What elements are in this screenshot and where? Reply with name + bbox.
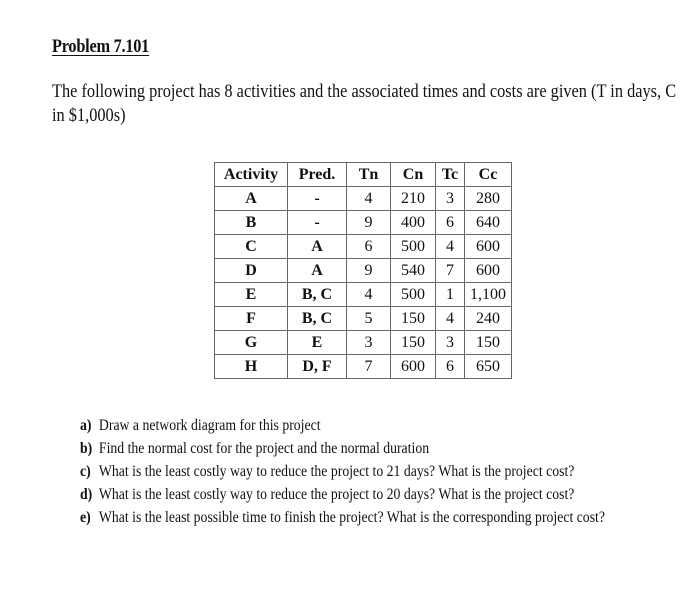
header-normal-time: Tn [347, 163, 391, 187]
question-text: What is the least possible time to finish the project? What is the corresponding project cost? [98, 509, 605, 526]
table-row [215, 235, 512, 259]
cell-cc: 600 [465, 235, 512, 259]
cell-pred: - [288, 211, 347, 235]
cell-cn: 210 [391, 187, 436, 211]
question-label: e) [80, 509, 91, 526]
cell-cn: 500 [391, 235, 436, 259]
intro-line-1: The following project has 8 activities and the associated times and costs are given (T in days, C [52, 81, 677, 102]
cell-tn: 7 [347, 355, 391, 379]
cell-cn: 150 [391, 331, 436, 355]
cell-tn: 6 [347, 235, 391, 259]
cell-tn: 4 [347, 283, 391, 307]
table-row [215, 211, 512, 235]
cell-pred: B, C [288, 283, 347, 307]
question-text: Find the normal cost for the project and the normal duration [98, 440, 430, 457]
table-row [215, 307, 512, 331]
cell-cc: 240 [465, 307, 512, 331]
cell-pred: A [288, 259, 347, 283]
question-list [80, 414, 624, 529]
table-row [215, 283, 512, 307]
cell-pred: D, F [288, 355, 347, 379]
cell-cc: 600 [465, 259, 512, 283]
cell-tn: 9 [347, 259, 391, 283]
cell-pred: E [288, 331, 347, 355]
header-activity: Activity [215, 163, 288, 187]
table-row [215, 355, 512, 379]
cell-cn: 150 [391, 307, 436, 331]
question-label: b) [80, 440, 93, 457]
table-row [215, 331, 512, 355]
question-label: d) [80, 486, 93, 503]
question-label: c) [80, 463, 91, 480]
activity-table [214, 162, 512, 379]
table-header-row [215, 163, 512, 187]
problem-title: Problem 7.101 [52, 36, 150, 57]
cell-activity: A [215, 187, 288, 211]
cell-cn: 540 [391, 259, 436, 283]
cell-activity: H [215, 355, 288, 379]
cell-tc: 6 [436, 211, 465, 235]
cell-cc: 280 [465, 187, 512, 211]
cell-cn: 500 [391, 283, 436, 307]
question-text: Draw a network diagram for this project [98, 417, 321, 434]
question-text: What is the least costly way to reduce the project to 21 days? What is the project cost? [98, 463, 575, 480]
question-label: a) [80, 417, 92, 434]
header-crash-time: Tc [436, 163, 465, 187]
cell-activity: E [215, 283, 288, 307]
cell-tc: 3 [436, 187, 465, 211]
table-row [215, 259, 512, 283]
cell-activity: D [215, 259, 288, 283]
problem-intro [52, 80, 677, 128]
question-text: What is the least costly way to reduce the project to 20 days? What is the project cost? [98, 486, 575, 503]
intro-line-2: in $1,000s) [52, 105, 126, 126]
cell-activity: F [215, 307, 288, 331]
cell-cc: 1,100 [465, 283, 512, 307]
cell-tc: 6 [436, 355, 465, 379]
header-normal-cost: Cn [391, 163, 436, 187]
cell-tn: 4 [347, 187, 391, 211]
cell-cc: 650 [465, 355, 512, 379]
question-item [80, 483, 624, 506]
cell-tn: 9 [347, 211, 391, 235]
question-item [80, 437, 624, 460]
cell-tn: 3 [347, 331, 391, 355]
cell-tn: 5 [347, 307, 391, 331]
question-item [80, 460, 624, 483]
cell-activity: B [215, 211, 288, 235]
cell-tc: 4 [436, 307, 465, 331]
cell-tc: 3 [436, 331, 465, 355]
cell-activity: G [215, 331, 288, 355]
cell-tc: 4 [436, 235, 465, 259]
cell-cc: 640 [465, 211, 512, 235]
question-item [80, 414, 624, 437]
cell-cc: 150 [465, 331, 512, 355]
cell-cn: 600 [391, 355, 436, 379]
cell-pred: - [288, 187, 347, 211]
cell-cn: 400 [391, 211, 436, 235]
cell-pred: B, C [288, 307, 347, 331]
cell-tc: 7 [436, 259, 465, 283]
cell-tc: 1 [436, 283, 465, 307]
cell-pred: A [288, 235, 347, 259]
question-item [80, 506, 624, 529]
table-row [215, 187, 512, 211]
header-crash-cost: Cc [465, 163, 512, 187]
header-predecessor: Pred. [288, 163, 347, 187]
cell-activity: C [215, 235, 288, 259]
